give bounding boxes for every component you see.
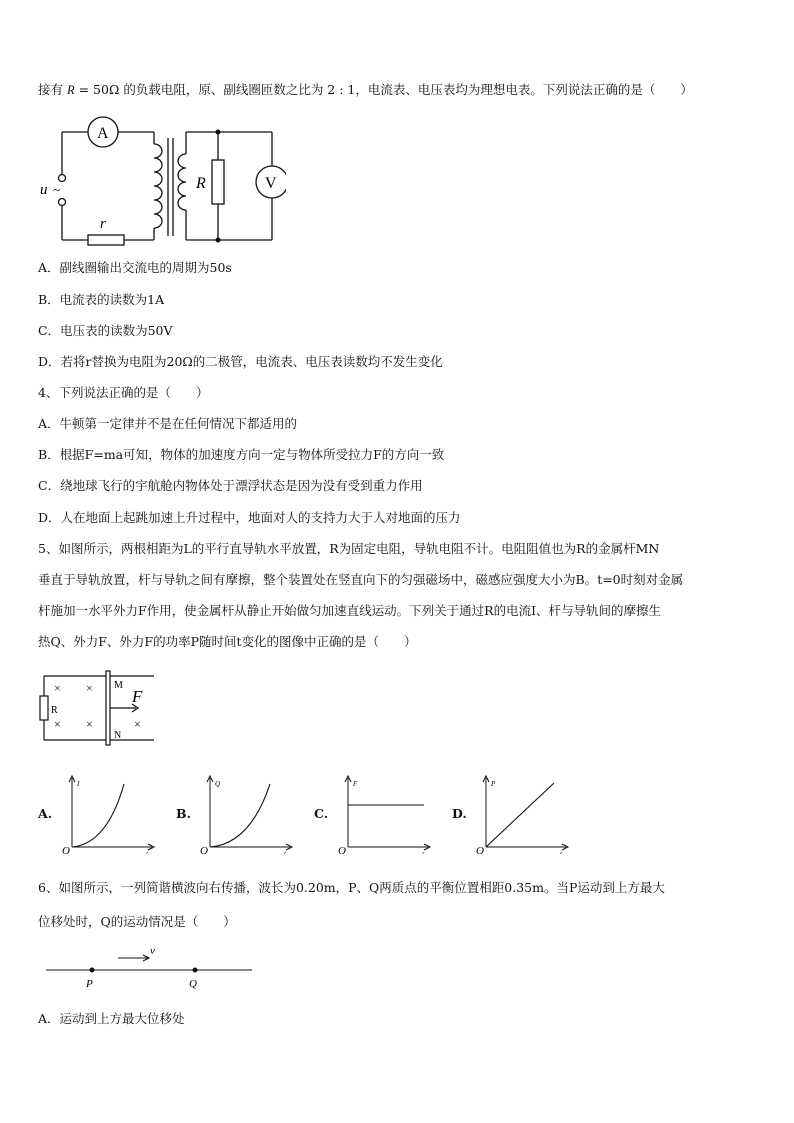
q6-stem-line-2: 位移处时，Q的运动情况是（ ） <box>38 914 236 929</box>
q3-stem-r: R <box>67 83 75 97</box>
graph-d-origin: O <box>476 845 484 854</box>
q5-option-c-label: C. <box>314 806 329 821</box>
q5-option-d-label: D. <box>452 806 467 821</box>
field-cross: × <box>134 717 141 731</box>
q3-stem-a: 接有 <box>38 82 64 97</box>
graph-c-ylabel: F <box>353 780 358 788</box>
q4-option-b: B．根据F=ma可知，物体的加速度方向一定与物体所受拉力F的方向一致 <box>38 447 445 462</box>
q5-stem-line-2: 垂直于导轨放置，杆与导轨之间有摩擦，整个装置处在竖直向下的匀强磁场中，磁感应强度大小为B。t=0时刻对金属 <box>38 572 684 587</box>
graph-c-xlabel: t <box>422 850 424 854</box>
R-label: R <box>196 175 206 192</box>
q4-stem: 4、下列说法正确的是（ ） <box>38 385 209 400</box>
Q-label: Q <box>189 978 197 990</box>
graph-a-xlabel: t <box>146 850 148 854</box>
wave-line-figure <box>40 942 260 992</box>
q3-option-c: C．电压表的读数为50V <box>38 323 173 338</box>
rail-magnetic-field-figure <box>36 668 166 748</box>
graph-a-origin: O <box>62 845 70 854</box>
voltmeter-label: V <box>265 175 277 192</box>
q3-stem-eq: = 50Ω <box>74 82 120 97</box>
F-label: F <box>132 687 143 706</box>
graph-b <box>200 772 296 854</box>
graph-c <box>338 772 434 854</box>
q3-stem <box>38 82 693 98</box>
transformer-circuit-figure <box>36 112 286 248</box>
q4-option-d: D．人在地面上起跳加速上升过程中，地面对人的支持力大于人对地面的压力 <box>38 510 461 525</box>
field-cross: × <box>86 717 93 731</box>
q6-option-a: A．运动到上方最大位移处 <box>38 1011 185 1026</box>
field-cross: × <box>54 681 61 695</box>
source-u-label: u <box>40 182 48 198</box>
N-label: N <box>114 730 122 741</box>
P-label: P <box>86 978 93 990</box>
M-label: M <box>114 680 123 691</box>
q5-option-a-label: A. <box>38 806 53 821</box>
graph-a <box>62 772 158 854</box>
q3-option-d: D．若将r替换为电阻为20Ω的二极管，电流表、电压表读数均不发生变化 <box>38 354 443 369</box>
graph-b-origin: O <box>200 845 208 854</box>
source-tilde: ~ <box>53 182 61 197</box>
r-label: r <box>100 216 106 232</box>
q5-stem-line-1: 5、如图所示，两根相距为L的平行直导轨水平放置，R为固定电阻，导轨电阻不计。电阻阻值也为R的金属杆MN <box>38 541 660 556</box>
velocity-label: v <box>150 945 155 957</box>
q5-option-b-label: B. <box>176 806 191 821</box>
graph-a-ylabel: I <box>77 780 80 788</box>
graph-b-ylabel: Q <box>215 780 221 788</box>
q5-stem-line-3: 杆施加一水平外力F作用，使金属杆从静止开始做匀加速直线运动。下列关于通过R的电流I、杆与导轨间的摩擦生 <box>38 603 662 618</box>
q4-option-a: A．牛顿第一定律并不是在任何情况下都适用的 <box>38 416 298 431</box>
graph-d-xlabel: t <box>560 850 562 854</box>
q5-stem-line-4: 热Q、外力F、外力F的功率P随时间t变化的图像中正确的是（ ） <box>38 634 417 649</box>
q6-stem-line-1: 6、如图所示，一列简谐横波向右传播，波长为0.20m，P、Q两质点的平衡位置相距0.35m。当P运动到上方最大 <box>38 880 665 895</box>
q3-stem-b: 的负载电阻，原、副线圈匝数之比为 2 : 1，电流表、电压表均为理想电表。下列说法正确的是（ ） <box>119 82 693 97</box>
graph-b-xlabel: t <box>284 850 286 854</box>
graph-d-ylabel: P <box>491 780 496 788</box>
field-cross: × <box>54 717 61 731</box>
R-label: R <box>51 705 58 716</box>
field-cross: × <box>86 681 93 695</box>
ammeter-label: A <box>97 125 109 142</box>
q3-option-a: A．副线圈输出交流电的周期为50s <box>38 260 232 275</box>
q3-option-b: B．电流表的读数为1A <box>38 292 165 307</box>
q4-option-c: C．绕地球飞行的宇航舱内物体处于漂浮状态是因为没有受到重力作用 <box>38 478 423 493</box>
graph-d <box>476 772 572 854</box>
graph-c-origin: O <box>338 845 346 854</box>
